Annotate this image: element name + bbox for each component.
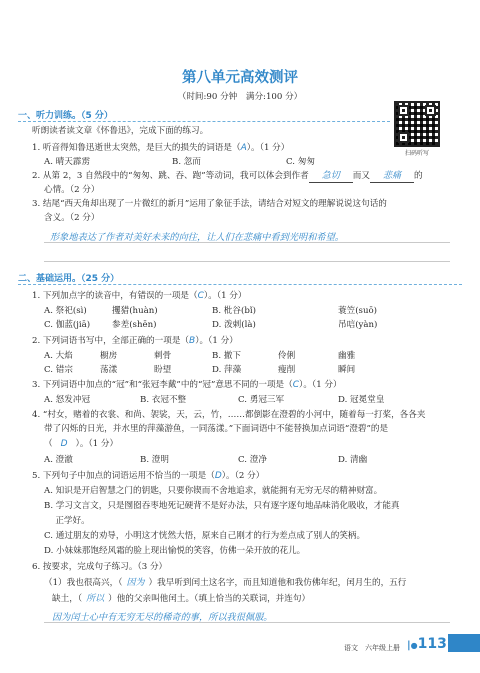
- option-d-word2: 瘦削: [278, 365, 296, 375]
- answer-s2-q3: C: [292, 380, 300, 390]
- option-d-word3: 瞬间: [338, 365, 356, 375]
- option-c: C. 通过朋友的劝导，小明这才恍然大悟，原来自己刚才的行为差点成了别人的笑柄。: [44, 531, 366, 541]
- option-c-word2: 荡漾: [100, 365, 118, 375]
- answer-line: [44, 261, 450, 262]
- question-s2-q3: 3. 下列词语中加点的“冠”和“张冠李戴”中的“冠”意思不同的一项是（C）。（1 分）: [32, 380, 342, 390]
- option-a: A. 澄澈: [44, 455, 73, 465]
- option-a-word2: 攫猎(huàn): [112, 306, 158, 316]
- option-c: C. 澄净: [238, 455, 267, 465]
- qr-code-label: 扫码听写: [404, 150, 429, 157]
- option-d: D. 清幽: [338, 455, 368, 465]
- option-c: C. 伽蓝(jiā): [44, 320, 91, 330]
- option-c-word2: 参差(shēn): [112, 320, 157, 330]
- question-s1-q3: 3. 结尾“西天角却出现了一片微红的新月”运用了象征手法，请结合对短文的理解说说这句话的: [32, 199, 387, 209]
- answer-s2-q2: B: [189, 336, 196, 346]
- question-s2-q4-line3: （ D ）。（1 分）: [44, 439, 119, 449]
- question-s2-q5: 5. 下列句子中加点的词语运用不恰当的一项是（D）。（2 分）: [32, 471, 265, 481]
- answer-s1-q3: 形象地表达了作者对美好未来的向往，让人们在悲痛中看到光明和希望。: [50, 232, 344, 243]
- answer-s2-q6-blank2: 所以: [86, 594, 105, 604]
- option-c: C. 匆匆: [286, 157, 315, 167]
- footer-book-label: 语文 六年级上册: [344, 644, 400, 652]
- section-divider: [18, 121, 390, 122]
- option-a: A. 祭祀(sì): [44, 306, 87, 316]
- option-b: B. 衣冠不整: [140, 395, 187, 405]
- option-b: B. 枇谷(bǐ): [212, 306, 256, 316]
- answer-s1-q1: A: [240, 143, 247, 153]
- option-d: D. 小妹妹那饱经风霜的脸上现出愉悦的笑容，仿佛一朵开放的花儿。: [44, 546, 306, 556]
- answer-s2-q1: C: [197, 291, 204, 301]
- option-b-word2: 伶俐: [278, 351, 296, 361]
- answer-s1-q2-blank2: 悲痛: [382, 171, 401, 181]
- option-b-word3: 幽雅: [338, 351, 356, 361]
- option-a-word3: 刺骨: [154, 351, 172, 361]
- question-s2-q6: 6. 按要求，完成句子练习。（3 分）: [32, 562, 168, 572]
- page-number: |●113: [407, 636, 447, 652]
- option-d: D. 萍藻: [212, 365, 242, 375]
- option-b: B. 学习文言文，只是囫囵吞枣地死记硬背不是好办法，只有逐字逐句地品味消化吸收，才能真: [44, 501, 400, 511]
- question-s2-q6-line2: 缺土，（ 所以 ）他的父亲叫他闰土。（填上恰当的关联词，并连句）: [52, 594, 311, 604]
- question-s2-q4-line2: 带了闪烁的日光，并水里的萍藻游鱼，一同荡漾。”下面词语中不能替换加点词语“澄碧”的是: [44, 424, 389, 434]
- option-a: A. 怒发冲冠: [44, 395, 91, 405]
- option-a: A. 晴天霹雳: [44, 157, 91, 167]
- answer-line: [44, 622, 450, 623]
- option-d: D. 泼剌(là): [212, 320, 256, 330]
- question-s2-q4: 4. “村女，赌着的衣裳、和尚、袈裟，天，云，竹，……都倒影在澄碧的小河中，随着每一打桨，各各夹: [32, 410, 426, 420]
- question-s2-q2: 2. 下列词语书写中，全部正确的一项是（B）。（1 分）: [32, 336, 238, 346]
- question-s2-q1: 1. 下列加点字的读音中，有错误的一项是（C）。（1 分）: [32, 291, 247, 301]
- option-b: B. 澄明: [140, 455, 169, 465]
- listening-intro: 听朗读者读文章《怀鲁迅》，完成下面的练习。: [32, 126, 209, 136]
- option-b: B. 忽而: [172, 157, 201, 167]
- section-heading-listening: 一、听力训练。（5 分）: [18, 111, 113, 121]
- qr-code-icon[interactable]: [394, 101, 440, 147]
- question-s2-q6-line1: （1）我也很高兴，（ 因为 ）我早听到闰土这名字，而且知道他和我仿佛年纪，闰月生的，五行: [44, 578, 407, 588]
- question-s1-q2-line2: 心情。（2 分）: [44, 185, 100, 195]
- option-c: C. 勇冠三军: [238, 395, 285, 405]
- question-s1-q3-line2: 含义。（2 分）: [44, 213, 100, 223]
- test-subtitle: （时间:90 分钟 满分:100 分）: [177, 92, 303, 102]
- page-tab-decoration: [448, 634, 480, 652]
- option-a-word2: 橱房: [100, 351, 118, 361]
- answer-s2-q6-sentence: 因为闰土心中有无穷无尽的稀奇的事，所以我很佩服。: [52, 612, 273, 623]
- page-title: 第八单元高效测评: [182, 70, 298, 86]
- answer-s2-q6-blank1: 因为: [126, 578, 145, 588]
- answer-s1-q2-blank1: 急切: [321, 171, 340, 181]
- option-b-continued: 正学好。: [44, 516, 90, 526]
- question-s1-q2: 2. 从第 2，3 自然段中的“匆匆、跳、吞、跑”等动词，我可以体会到作者 急切 而又 悲痛 的: [32, 171, 423, 181]
- option-c: C. 错宗: [44, 365, 73, 375]
- section-heading-basics: 二、基础运用。（25 分）: [18, 274, 120, 284]
- answer-line: [44, 242, 450, 243]
- option-a: A. 大焰: [44, 351, 73, 361]
- option-a: A. 知识是开启智慧之门的钥匙，只要你锲而不舍地追求，就能拥有无穷无尽的精神财富。: [44, 486, 383, 496]
- section-divider: [18, 284, 462, 285]
- option-b-word2: 蓑笠(suō): [338, 306, 378, 316]
- answer-s2-q4: D: [60, 439, 68, 449]
- answer-s2-q5: D: [214, 471, 222, 481]
- option-c-word3: 盼望: [154, 365, 172, 375]
- option-b: B. 撤下: [212, 351, 241, 361]
- question-s1-q1: 1. 听音得知鲁迅逝世太突然，是巨大的损失的词语是（A）。（1 分）: [32, 143, 290, 153]
- option-d: D. 冠冕堂皇: [338, 395, 385, 405]
- option-d-word2: 吊唁(yàn): [338, 320, 378, 330]
